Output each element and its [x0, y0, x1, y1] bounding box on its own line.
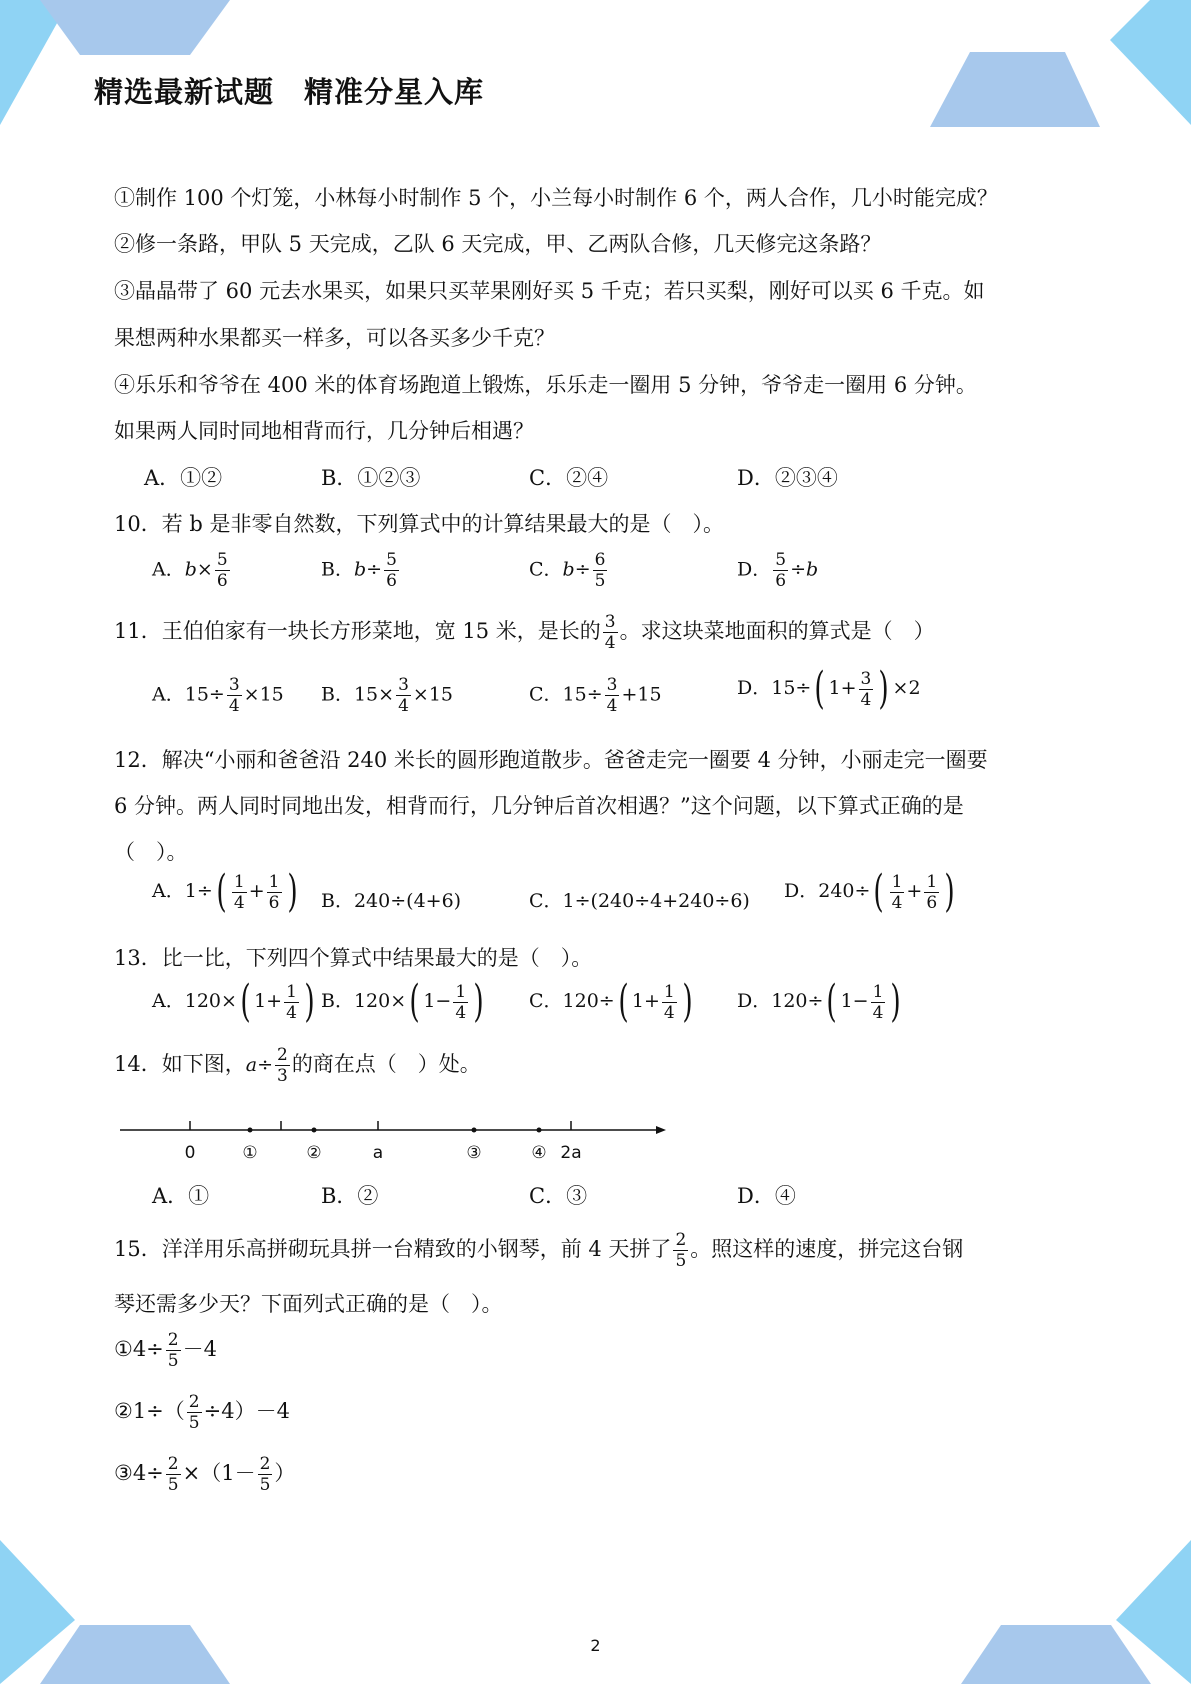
- q9-item-4-cont: 如果两人同时同地相背而行，几分钟后相遇？: [114, 419, 534, 443]
- expr: ÷4）－4: [203, 1399, 290, 1423]
- left-paren: (: [873, 866, 885, 917]
- numerator: 2: [675, 1230, 687, 1250]
- q15-stem-part: 15．洋洋用乐高拼砌玩具拼一台精致的小钢琴，前 4 天拼了: [114, 1237, 672, 1261]
- q10-option-a[interactable]: [152, 550, 232, 591]
- expr: 15÷: [562, 683, 603, 706]
- right-paren: ): [944, 866, 955, 917]
- q11-option-b[interactable]: [321, 675, 453, 716]
- q12-option-d[interactable]: [784, 866, 958, 917]
- label-point-1: ①: [242, 1143, 258, 1163]
- expr: +: [906, 880, 923, 902]
- label-point-3: ③: [466, 1143, 482, 1163]
- q11-stem: [114, 612, 935, 653]
- denominator: 4: [604, 633, 616, 653]
- number-line: [114, 1118, 674, 1178]
- numerator: 1: [268, 871, 280, 892]
- numerator: 2: [188, 1392, 200, 1412]
- point-3: [472, 1128, 477, 1133]
- fraction: [166, 1330, 181, 1371]
- fraction: [603, 612, 618, 653]
- q9-item-1: ①制作 100 个灯笼，小林每小时制作 5 个，小兰每小时制作 6 个，两人合作，几小时能完成？: [114, 186, 998, 210]
- var: b: [562, 558, 575, 581]
- op: ×: [196, 558, 213, 581]
- label-a: a: [372, 1143, 384, 1163]
- option-label: B．: [321, 683, 354, 706]
- fraction: [673, 1230, 688, 1271]
- expr: +15: [621, 683, 662, 706]
- fraction: [284, 982, 299, 1023]
- q14-stem: [114, 1045, 481, 1086]
- fraction: [859, 669, 874, 710]
- var: a: [245, 1054, 258, 1076]
- numerator: 1: [286, 981, 297, 1002]
- numerator: 5: [216, 550, 228, 570]
- denominator: 5: [259, 1475, 271, 1495]
- op: ÷: [574, 558, 591, 581]
- left-paren: (: [814, 663, 826, 714]
- q9-option-d[interactable]: D．②③④: [737, 466, 838, 490]
- denominator: 4: [860, 689, 872, 710]
- label-2a: 2a: [560, 1143, 582, 1163]
- expr: ×15: [412, 683, 454, 706]
- right-paren: ): [682, 976, 693, 1027]
- expr: ③4÷: [114, 1461, 164, 1485]
- fraction: [662, 982, 677, 1023]
- right-paren: ): [890, 976, 902, 1027]
- expr: 1−: [423, 990, 452, 1012]
- left-paren: (: [618, 976, 629, 1027]
- point-4: [537, 1128, 542, 1133]
- fraction: [227, 675, 242, 716]
- q11-option-d[interactable]: [737, 663, 921, 714]
- q10-option-c[interactable]: [529, 550, 609, 591]
- q12-stem-line-3: （ ）。: [114, 840, 188, 864]
- fraction: [232, 872, 247, 913]
- option-label: C．: [529, 990, 563, 1012]
- expr: －4: [182, 1337, 217, 1361]
- q11-stem-part: 。求这块菜地面积的算式是（ ）: [619, 619, 935, 643]
- denominator: 5: [188, 1413, 200, 1433]
- q13-option-a[interactable]: [152, 976, 318, 1027]
- expr: 1+: [828, 677, 857, 699]
- q12-stem-line-2: 6 分钟。两人同时同地出发，相背而行，几分钟后首次相遇？”这个问题，以下算式正确的是: [114, 794, 964, 818]
- right-paren: ): [304, 976, 315, 1027]
- expr: 15÷: [184, 683, 225, 706]
- q11-option-c[interactable]: [529, 675, 662, 716]
- expr: 120÷: [771, 990, 824, 1012]
- expr: ×（1－: [182, 1461, 256, 1485]
- page-number: 2: [590, 1636, 601, 1655]
- q13-option-d[interactable]: [737, 976, 905, 1027]
- fraction: [187, 1392, 202, 1433]
- denominator: 5: [167, 1475, 179, 1495]
- left-paren: (: [409, 976, 420, 1027]
- q11-stem-part: 11．王伯伯家有一块长方形菜地，宽 15 米，是长的: [114, 619, 601, 643]
- option-label: A．: [152, 880, 185, 902]
- q15-item-1: [114, 1330, 217, 1371]
- option-label: B．: [321, 990, 354, 1012]
- q9-option-b[interactable]: B．①②③: [321, 466, 421, 490]
- expr: ×2: [892, 677, 921, 699]
- expr: 15×: [353, 683, 395, 706]
- denominator: 4: [286, 1002, 297, 1023]
- numerator: 1: [926, 871, 938, 892]
- q9-item-3: ③晶晶带了 60 元去水果买，如果只买苹果刚好买 5 千克；若只买梨，刚好可以买 6 千克。如: [114, 279, 985, 303]
- denominator: 4: [872, 1002, 884, 1023]
- left-paren: (: [216, 866, 227, 917]
- denominator: 4: [891, 892, 903, 913]
- denominator: 6: [775, 571, 787, 591]
- denominator: 4: [398, 696, 409, 716]
- numerator: 2: [276, 1045, 288, 1065]
- option-label: B．: [321, 890, 354, 912]
- numerator: 1: [872, 981, 884, 1002]
- numerator: 2: [167, 1330, 179, 1350]
- var: b: [805, 558, 819, 581]
- q10-option-b[interactable]: [321, 550, 401, 591]
- left-paren: (: [240, 976, 251, 1027]
- q9-item-4: ④乐乐和爷爷在 400 米的体育场跑道上锻炼，乐乐走一圈用 5 分钟，爷爷走一圈用 6 分钟。: [114, 373, 977, 397]
- numerator: 2: [167, 1454, 179, 1474]
- corner-decoration-top-right: [930, 0, 1191, 130]
- denominator: 5: [594, 571, 606, 591]
- fraction: [396, 675, 411, 716]
- numerator: 1: [891, 871, 903, 892]
- point-1: [248, 1128, 253, 1133]
- fraction: [384, 550, 399, 591]
- q12-option-c[interactable]: [529, 886, 750, 913]
- numerator: 1: [455, 981, 467, 1002]
- arrow-head-icon: [656, 1126, 666, 1134]
- expr: ×15: [243, 683, 284, 706]
- fraction: [166, 1454, 181, 1495]
- expr: 1÷(240÷4+240÷6): [562, 890, 750, 912]
- fraction: [871, 982, 886, 1023]
- q10-option-d[interactable]: [737, 550, 818, 591]
- op: ÷: [790, 558, 806, 581]
- q12-option-b[interactable]: [321, 886, 461, 913]
- q9-option-c[interactable]: C．②④: [529, 466, 609, 490]
- q15-stem-line-2: 琴还需多少天？下面列式正确的是（ ）。: [114, 1292, 503, 1316]
- expr: 120×: [353, 990, 407, 1012]
- expr: 120×: [184, 990, 237, 1012]
- fraction: [773, 550, 788, 591]
- page-header-title: 精选最新试题 精准分星入库: [94, 75, 485, 109]
- numerator: 3: [860, 668, 872, 689]
- denominator: 4: [606, 696, 618, 716]
- numerator: 5: [386, 550, 397, 570]
- option-label: A．: [152, 683, 185, 706]
- q12-option-a[interactable]: [152, 866, 301, 917]
- denominator: 4: [233, 892, 245, 913]
- corner-decoration-bottom-right: [951, 1540, 1191, 1684]
- option-label: C．: [529, 683, 563, 706]
- q13-option-c[interactable]: [529, 976, 696, 1027]
- right-paren: ): [286, 866, 298, 917]
- numerator: 3: [228, 675, 240, 695]
- q14-option-a[interactable]: A．①: [152, 1184, 210, 1208]
- q10-stem: 10．若 b 是非零自然数，下列算式中的计算结果最大的是（ ）。: [114, 512, 725, 536]
- fraction: [605, 675, 620, 716]
- expr: 1−: [840, 990, 869, 1012]
- q15-stem-line-1: [114, 1230, 963, 1271]
- fraction: [215, 550, 230, 591]
- denominator: 6: [216, 571, 228, 591]
- numerator: 3: [604, 612, 616, 632]
- numerator: 2: [259, 1454, 271, 1474]
- point-2: [312, 1128, 317, 1133]
- numerator: 1: [663, 981, 675, 1002]
- option-label: A．: [152, 990, 185, 1012]
- expr: 240÷: [818, 880, 871, 902]
- corner-decoration-bottom-left: [0, 1540, 240, 1684]
- fraction: [593, 550, 608, 591]
- denominator: 6: [926, 892, 938, 913]
- expr: 15÷: [771, 677, 812, 699]
- numerator: 3: [606, 675, 618, 695]
- expr: 120÷: [562, 990, 615, 1012]
- denominator: 4: [663, 1002, 675, 1023]
- expr: +: [248, 880, 265, 902]
- numerator: 1: [233, 871, 245, 892]
- option-label: C．: [529, 558, 563, 581]
- denominator: 5: [167, 1351, 179, 1371]
- fraction: [267, 872, 282, 913]
- fraction: [258, 1454, 273, 1495]
- label-point-4: ④: [531, 1143, 547, 1163]
- q9-item-3-cont: 果想两种水果都买一样多，可以各买多少千克？: [114, 326, 555, 350]
- q9-item-2: ②修一条路，甲队 5 天完成，乙队 6 天完成，甲、乙两队合修，几天修完这条路？: [114, 232, 882, 256]
- right-paren: ): [878, 663, 890, 714]
- q15-stem-part: 。照这样的速度，拼完这台钢: [690, 1237, 964, 1261]
- expr: ）: [274, 1461, 296, 1485]
- option-label: A．: [152, 558, 185, 581]
- expr: ②1÷（: [114, 1399, 185, 1423]
- denominator: 6: [268, 892, 280, 913]
- denominator: 4: [228, 696, 240, 716]
- label-0: 0: [184, 1143, 196, 1163]
- q14-stem-part: 的商在点（ ）处。: [291, 1052, 481, 1076]
- var: b: [353, 558, 367, 581]
- denominator: 6: [386, 571, 397, 591]
- q15-item-2: [114, 1392, 290, 1433]
- denominator: 3: [276, 1066, 288, 1086]
- denominator: 4: [455, 1002, 467, 1023]
- fraction: [453, 982, 468, 1023]
- op: ÷: [257, 1054, 273, 1076]
- option-label: C．: [529, 890, 563, 912]
- numerator: 3: [398, 675, 409, 695]
- fraction: [275, 1045, 290, 1086]
- expr: 1÷: [184, 880, 213, 902]
- option-label: D．: [737, 990, 772, 1012]
- expr: 1+: [631, 990, 660, 1012]
- q14-option-b[interactable]: B．②: [321, 1184, 379, 1208]
- left-paren: (: [826, 976, 838, 1027]
- expr: 1+: [254, 990, 283, 1012]
- var: b: [184, 558, 197, 581]
- option-label: D．: [737, 677, 772, 699]
- expr: 240÷(4+6): [353, 890, 462, 912]
- label-point-2: ②: [306, 1143, 322, 1163]
- q14-option-d[interactable]: D．④: [737, 1184, 796, 1208]
- fraction: [890, 872, 905, 913]
- expr: ①4÷: [114, 1337, 164, 1361]
- right-paren: ): [473, 976, 484, 1027]
- fraction: [924, 872, 939, 913]
- q12-stem-line-1: 12．解决“小丽和爸爸沿 240 米长的圆形跑道散步。爸爸走完一圈要 4 分钟，小丽走完一圈要: [114, 748, 988, 772]
- q13-option-b[interactable]: [321, 976, 487, 1027]
- denominator: 5: [675, 1251, 687, 1271]
- q15-item-3: [114, 1454, 295, 1495]
- q9-option-a[interactable]: A．①②: [144, 466, 223, 490]
- q11-option-a[interactable]: [152, 675, 284, 716]
- q13-stem: 13．比一比，下列四个算式中结果最大的是（ ）。: [114, 946, 593, 970]
- numerator: 6: [594, 550, 606, 570]
- option-label: D．: [784, 880, 819, 902]
- op: ÷: [366, 558, 383, 581]
- q14-option-c[interactable]: C．③: [529, 1184, 588, 1208]
- numerator: 5: [775, 550, 787, 570]
- option-label: B．: [321, 558, 354, 581]
- option-label: D．: [737, 558, 772, 581]
- q14-stem-part: 14．如下图，: [114, 1052, 246, 1076]
